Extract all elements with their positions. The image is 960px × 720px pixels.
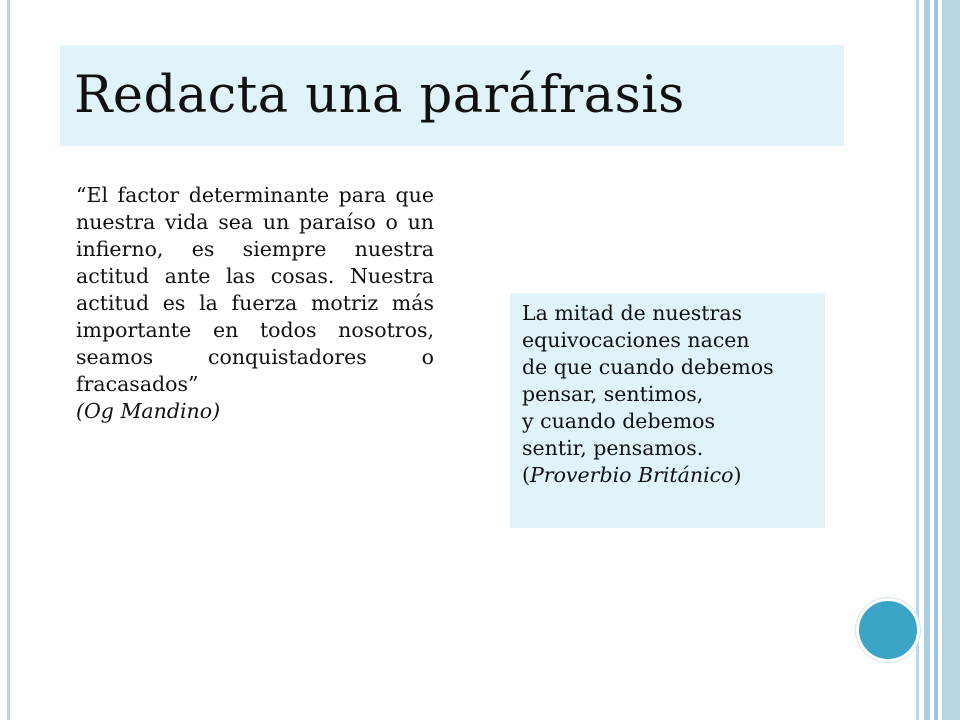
proverb-line: pensar, sentimos,: [522, 382, 704, 406]
left-border-rule: [7, 0, 10, 720]
slide-title: Redacta una paráfrasis: [74, 66, 685, 125]
stripe: [934, 0, 938, 720]
proverb-line: de que cuando debemos: [522, 355, 774, 379]
proverb-line: sentir, pensamos.: [522, 436, 704, 460]
stripe: [942, 0, 960, 720]
quote-text: “El factor determinante para que nuestra vida sea un paraíso o un infierno, es siempre nuestra actitud ante las cosas. Nuestra actitud es la fuerza motriz más importante en todos nosotros, seamos conquistadores o fracasados”: [76, 183, 434, 396]
decorative-circle-icon: [856, 598, 920, 662]
proverb-panel: [510, 293, 825, 528]
proverb-line: y cuando debemos: [522, 409, 715, 433]
quote-author: (Og Mandino): [76, 399, 221, 423]
proverb-author-open-paren: (: [522, 463, 530, 487]
right-decorative-stripes: [916, 0, 960, 720]
proverb-line: equivocaciones nacen: [522, 328, 750, 352]
stripe: [924, 0, 930, 720]
proverb-author-close-paren: ): [733, 463, 742, 487]
quote-block: [76, 182, 434, 425]
proverb-line: La mitad de nuestras: [522, 301, 743, 325]
proverb-author-name: Proverbio Británico: [530, 463, 734, 487]
stripe: [916, 0, 919, 720]
proverb-author: [522, 462, 817, 489]
title-panel: [60, 45, 844, 146]
